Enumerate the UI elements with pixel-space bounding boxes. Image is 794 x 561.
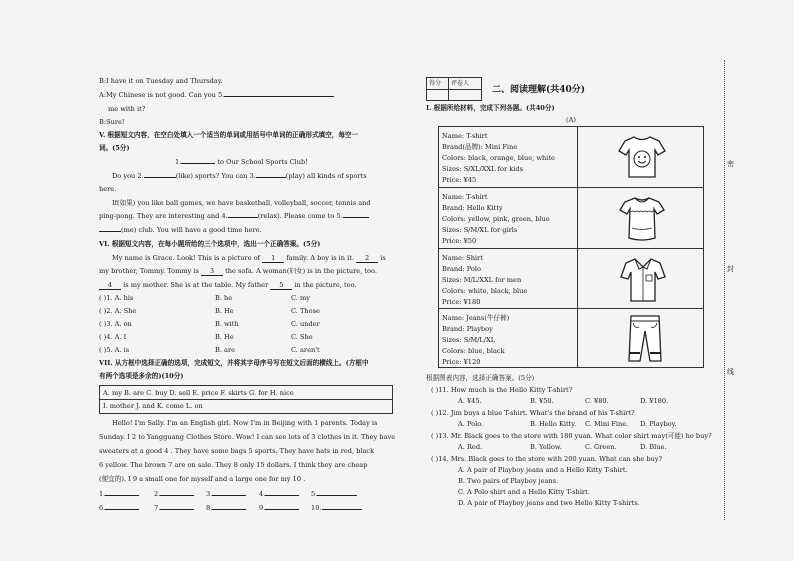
option-c: C. under <box>291 320 320 328</box>
section-6-heading: VI. 根据短文内容，在每小题所给的三个选项中，选出一个正确答案。(5分) <box>99 240 321 248</box>
q14-option-c: C. A Polo shirt and a Hello Kitty T-shirt. <box>458 488 590 496</box>
q11-option-a: A. ¥45. <box>458 397 482 405</box>
product-colors: Colors: white, black, blue <box>442 287 528 295</box>
question-13: ( )13. Mr. Black goes to the store with 180 yuan. What color shirt may(可能) he buy? <box>431 432 712 440</box>
product-brand: Brand: Hello Kitty <box>442 204 503 212</box>
section-7-line-4: 6 yellow. The brown 7 are on sale. They 8 only 15 dollars. I think they are cheap <box>99 461 368 469</box>
score-table-vline <box>448 78 449 100</box>
section-5-title: 1. to Our School Sports Club! <box>175 158 308 166</box>
option-row: ( )2. A. She <box>99 307 137 315</box>
product-table <box>438 126 704 368</box>
option-b: B. are <box>215 346 236 354</box>
answer-slot: 9. <box>259 504 299 512</box>
product-price: Price: ¥50 <box>442 237 477 245</box>
q13-option-a: A. Red. <box>458 443 483 451</box>
q11-option-b: B. ¥50. <box>530 397 554 405</box>
option-b: B. He <box>215 333 234 341</box>
seal-char-1: 密 <box>727 160 734 168</box>
q11-option-c: C. ¥80. <box>585 397 609 405</box>
dialog-line-3: me with it? <box>108 105 146 113</box>
seal-char-3: 线 <box>727 368 734 376</box>
section-5-line-2: here. <box>99 185 117 193</box>
question-heading: 根据图表内容，选择正确答案。(5分) <box>426 374 535 382</box>
q12-option-b: B. Hello Kitty. <box>530 420 577 428</box>
answer-slot: 5. <box>311 490 357 498</box>
option-row: ( )4. A. I <box>99 333 127 341</box>
word-bank-row-1: A. my B. are C. buy D. sell E. price F. skirts G. for H. nice <box>103 389 294 397</box>
q13-option-d: D. Blue. <box>640 443 667 451</box>
subsection-a: (A) <box>566 116 576 124</box>
answer-slot: 7. <box>154 504 194 512</box>
section-5-line-3: If(如果) you like ball games, we have basketball, volleyball, soccer, tennis and <box>112 199 371 207</box>
answer-slot: 3. <box>206 490 246 498</box>
score-label: 得分 <box>429 80 442 87</box>
question-14: ( )14. Mrs. Black goes to the store with 200 yuan. What can she buy? <box>431 455 663 463</box>
section-7-line-5: (便宜的). I 9 a small one for myself and a large one for my 10 . <box>99 475 306 483</box>
product-colors: Colors: black, orange, blue, white <box>442 154 555 162</box>
section-7-line-1: Hello! I'm Sally. I'm an English girl. Now I'm in Beijing with 1 parents. Today is <box>112 419 378 427</box>
option-b: B. He <box>215 307 234 315</box>
table-row-divider <box>439 248 703 249</box>
option-c: C. Those <box>291 307 320 315</box>
table-row-divider <box>439 187 703 188</box>
part-title: 二、阅读理解(共40分) <box>492 85 586 95</box>
section-7-line-2: Sunday. I 2 to Yangguang Clothes Store. Wow! I can see lots of 3 clothes in it. They have <box>99 433 396 441</box>
q13-option-c: C. Green. <box>585 443 617 451</box>
section-7-heading-cont: 有两个选项是多余的)(10分) <box>99 372 184 380</box>
option-b: B. he <box>215 294 233 302</box>
option-row: ( )1. A. his <box>99 294 134 302</box>
q12-option-d: D. Playboy. <box>640 420 677 428</box>
question-11: ( )11. How much is the Hello Kitty T-shirt? <box>431 386 573 394</box>
answer-slot: 8. <box>206 504 246 512</box>
section-5-line-4: ping-pong. They are interesting and 4. (relax). Please come to 5. <box>99 212 369 220</box>
product-brand: Brand: Playboy <box>442 325 493 333</box>
dialog-line-2: A:My Chinese is not good. Can you 5. <box>99 91 334 99</box>
section-5-heading: V. 根据短文内容，在空白处填入一个适当的单词或用括号中单词的正确形式填空，每空一 <box>99 131 359 139</box>
section-5-line-1: Do you 2. (like) sports? You can 3. (play) all kinds of sports <box>112 172 367 180</box>
grader-label: 评卷人 <box>451 80 470 87</box>
section-6-line-2: my brother, Tommy. Tommy is 3 the sofa. A woman(妇女) is in the picture, too. <box>99 267 377 275</box>
dialog-line-1: B:I have it on Tuesday and Thursday. <box>99 77 223 85</box>
product-price: Price: ¥180 <box>442 298 481 306</box>
score-table-hline <box>427 89 481 90</box>
answer-slot: 2. <box>154 490 194 498</box>
word-bank-row-2: I. mother J. and K. come L. on <box>103 402 203 410</box>
product-sizes: Sizes: M/L/XXL for men <box>442 276 522 284</box>
answer-slot: 10. <box>311 504 362 512</box>
option-c: C. She <box>291 333 313 341</box>
q14-option-d: D. A pair of Playboy jeans and two Hello Kitty T-shirts. <box>458 499 640 507</box>
tshirt-ruffle-icon <box>617 194 667 244</box>
q14-option-a: A. A pair of Playboy jeans and a Hello Kitty T-shirt. <box>458 466 628 474</box>
seal-dotted-line <box>724 60 725 520</box>
dialog-line-4: B:Sure! <box>99 118 125 126</box>
table-row-divider <box>439 308 703 309</box>
question-12: ( )12. Jim buys a blue T-shirt. What's the brand of his T-shirt? <box>431 409 635 417</box>
table-col-divider <box>577 127 578 367</box>
section-6-line-3: 4 is my mother. She is at the table. My father 5 in the picture, too. <box>99 281 357 290</box>
word-bank-box <box>99 385 393 414</box>
word-bank-divider <box>100 399 392 400</box>
option-row: ( )5. A. is <box>99 346 130 354</box>
q12-option-c: C. Mini Fine. <box>585 420 629 428</box>
answer-slot: 6. <box>99 504 139 512</box>
section-5-heading-cont: 词。(5分) <box>99 144 130 152</box>
polo-shirt-icon <box>619 255 667 305</box>
product-sizes: Sizes: S/M/L/XL <box>442 336 496 344</box>
q11-option-d: D. ¥180. <box>640 397 669 405</box>
option-c: C. my <box>291 294 310 302</box>
seal-char-2: 封 <box>727 265 734 273</box>
tshirt-smiley-icon <box>617 133 667 181</box>
product-brand: Brand: Polo <box>442 265 481 273</box>
answer-slot: 4. <box>259 490 299 498</box>
product-price: Price: ¥45 <box>442 176 477 184</box>
section-7-heading: VII. 从方框中选择正确的选项，完成短文，并将其字母序号写在短文后面的横线上。(方框中 <box>99 359 369 367</box>
q14-option-b: B. Two pairs of Playboy jeans. <box>458 477 559 485</box>
product-price: Price: ¥120 <box>442 358 481 366</box>
product-colors: Colors: yellow, pink, green, blue <box>442 215 550 223</box>
reading-instructions: I. 根据所给材料，完成下列各题。(共40分) <box>426 104 555 112</box>
product-sizes: Sizes: S/XL/XXL for kids <box>442 165 523 173</box>
answer-slot: 1. <box>99 490 139 498</box>
option-c: C. aren't <box>291 346 320 354</box>
jeans-icon <box>625 313 665 365</box>
product-name: Name: T-shirt <box>442 193 488 201</box>
product-colors: Colors: blue, black <box>442 347 505 355</box>
section-5-line-5: (me) club. You will have a good time here. <box>99 226 262 234</box>
section-7-line-3: sweaters at a good 4 . They have some bags 5 sports. They have hats in red, black <box>99 447 375 455</box>
score-table <box>426 77 482 101</box>
q13-option-b: B. Yellow. <box>530 443 562 451</box>
option-b: B. with <box>215 320 239 328</box>
q12-option-a: A. Polo. <box>458 420 484 428</box>
section-6-line-1: My name is Grace. Look! This is a picture of 1 family. A boy is in it. 2 is <box>112 254 386 262</box>
product-name: Name: Shirt <box>442 254 483 262</box>
product-brand: Brand(品牌): Mini Fine <box>442 143 518 151</box>
product-sizes: Sizes: S/M/XL for girls <box>442 226 518 234</box>
product-name: Name: T-shirt <box>442 132 488 140</box>
option-row: ( )3. A. on <box>99 320 132 328</box>
product-name: Name: Jeans(牛仔裤) <box>442 314 510 322</box>
